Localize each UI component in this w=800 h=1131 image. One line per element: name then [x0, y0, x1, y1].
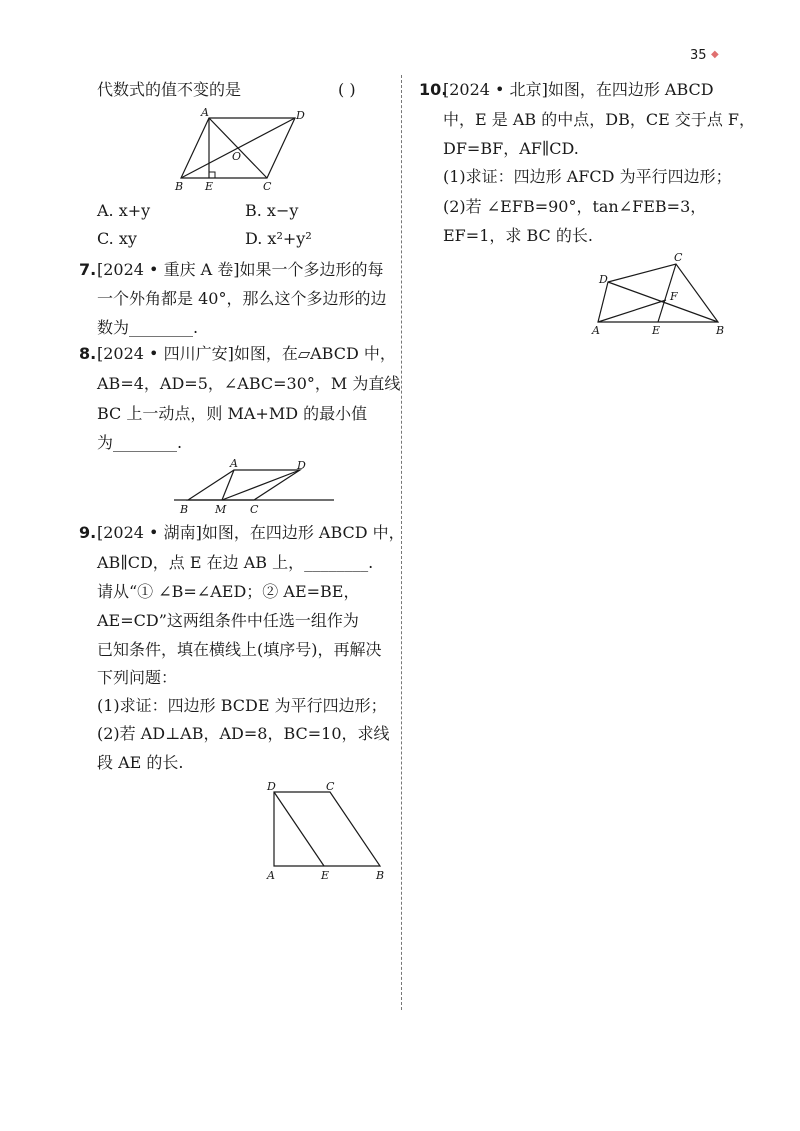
q6-label-B: B — [175, 180, 184, 193]
q9-label-C: C — [326, 780, 335, 793]
q8-label-C: C — [250, 503, 259, 516]
q9-label-B: B — [376, 869, 385, 882]
q9-label-E: E — [321, 869, 330, 882]
q7-line-3: 数为________. — [97, 318, 199, 337]
q10-label-C: C — [674, 251, 683, 264]
q9-line-1: [2024 • 湖南]如图，在四边形 ABCD 中， — [97, 523, 405, 542]
q10-label-E: E — [652, 324, 661, 337]
q10-label-B: B — [716, 324, 725, 337]
q10-number: 10. — [419, 80, 448, 99]
q6-parallelogram-figure — [165, 104, 325, 194]
page-number: 35 — [690, 48, 707, 63]
q10-line-2: 中，E 是 AB 的中点，DB，CE 交于点 F， — [443, 110, 756, 129]
q9-line-2: AB∥CD，点 E 在边 AB 上，________. — [97, 553, 374, 572]
q10-line-6: EF=1，求 BC 的长. — [443, 226, 593, 245]
q9-line-3: 请从“① ∠B=∠AED；② AE=BE， — [97, 582, 360, 601]
q10-line-4: (1)求证：四边形 AFCD 为平行四边形； — [443, 167, 732, 186]
q6-label-C: C — [263, 180, 272, 193]
q6-label-D: D — [296, 109, 305, 122]
q8-parallelogram-figure — [170, 456, 340, 516]
q8-label-B: B — [180, 503, 189, 516]
q7-line-2: 一个外角都是 40°，那么这个多边形的边 — [97, 289, 387, 308]
q8-line-4: 为________. — [97, 433, 183, 452]
q10-label-D: D — [599, 273, 608, 286]
q8-label-A: A — [230, 457, 238, 470]
q10-label-F: F — [670, 290, 678, 303]
q8-number: 8. — [79, 344, 97, 363]
q6-option-d: D. x²+y² — [245, 229, 312, 248]
q9-trapezoid-figure — [262, 778, 392, 888]
q10-line-5: (2)若 ∠EFB=90°，tan∠FEB=3， — [443, 197, 707, 216]
q6-option-a: A. x+y — [97, 201, 151, 220]
q9-line-7: (1)求证：四边形 BCDE 为平行四边形； — [97, 696, 387, 715]
q8-line-1: [2024 • 四川广安]如图，在▱ABCD 中， — [97, 344, 396, 363]
q6-stem-tail: 代数式的值不变的是 — [97, 80, 242, 99]
q9-line-8: (2)若 AD⊥AB，AD=8，BC=10，求线 — [97, 724, 390, 743]
q10-quadrilateral-figure — [588, 250, 738, 340]
q6-option-b: B. x−y — [245, 201, 299, 220]
q9-line-9: 段 AE 的长. — [97, 753, 184, 772]
q9-number: 9. — [79, 523, 97, 542]
q7-number: 7. — [79, 260, 97, 279]
q6-answer-paren: ( ) — [338, 80, 356, 99]
q8-line-3: BC 上一动点，则 MA+MD 的最小值 — [97, 404, 368, 423]
q9-label-D: D — [267, 780, 276, 793]
q10-label-A: A — [592, 324, 600, 337]
q6-label-O: O — [232, 150, 242, 163]
q8-line-2: AB=4，AD=5，∠ABC=30°，M 为直线 — [97, 374, 401, 393]
q9-line-5: 已知条件，填在横线上(填序号)，再解决 — [97, 640, 382, 659]
q6-option-c: C. xy — [97, 229, 137, 248]
q10-line-3: DF=BF，AF∥CD. — [443, 139, 579, 158]
q10-line-1: [2024 • 北京]如图，在四边形 ABCD — [443, 80, 714, 99]
q8-label-M: M — [215, 503, 227, 516]
q9-line-6: 下列问题： — [97, 668, 178, 687]
q6-label-E: E — [205, 180, 214, 193]
q7-line-1: [2024 • 重庆 A 卷]如果一个多边形的每 — [97, 260, 384, 279]
q6-label-A: A — [201, 106, 209, 119]
q9-label-A: A — [267, 869, 275, 882]
q8-label-D: D — [297, 459, 306, 472]
q9-line-4: AE=CD”这两组条件中任选一组作为 — [97, 611, 359, 630]
page-ornament: ◆ — [711, 49, 719, 60]
